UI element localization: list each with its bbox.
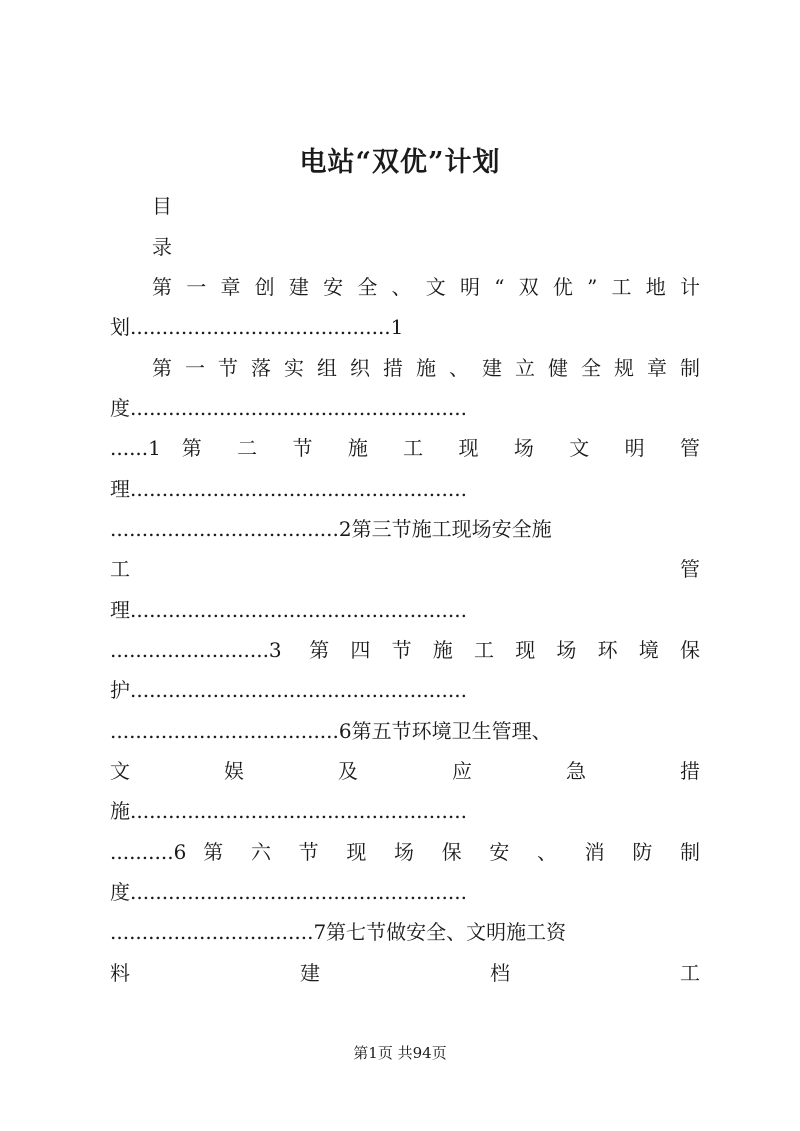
toc-line: 理..................................................... xyxy=(110,477,467,501)
toc-line: ..........6 第 六 节 现 场 保 安 、 消 防 制 xyxy=(110,840,700,864)
toc-line: ......1 第 二 节 施 工 现 场 文 明 管 xyxy=(110,436,700,460)
toc-heading-char-1: 目 xyxy=(152,194,172,218)
toc-line: 理..................................................... xyxy=(110,598,467,622)
toc-heading-char-2: 录 xyxy=(152,235,172,259)
toc-line: ....................................6第五节环境卫生管理、 xyxy=(110,719,552,743)
toc-line: 文 娱 及 应 急 措 xyxy=(110,759,700,783)
toc-line: 度..................................................... xyxy=(110,880,467,904)
toc-line: 施..................................................... xyxy=(110,799,467,823)
page-footer: 第1页 共94页 xyxy=(353,1044,447,1062)
toc-line: 护..................................................... xyxy=(110,678,467,702)
toc-line: 度..................................................... xyxy=(110,396,467,420)
toc-line: .........................3 第四节施工现场环境保 xyxy=(110,638,700,662)
toc-line: 料 建 档 工 xyxy=(110,961,700,985)
toc-line: ....................................2第三节施工现场安全施 xyxy=(110,517,552,541)
toc-line: 第一章创建安全、文明“双优”工地计 xyxy=(152,275,700,299)
toc-line: 工 管 xyxy=(110,557,700,581)
toc-line: ................................7第七节做安全、文明施工资 xyxy=(110,920,567,944)
document-title: 电站“双优”计划 xyxy=(299,147,501,178)
toc-line: 划.........................................1 xyxy=(110,315,404,339)
toc-line: 第一节落实组织措施、建立健全规章制 xyxy=(152,356,700,380)
